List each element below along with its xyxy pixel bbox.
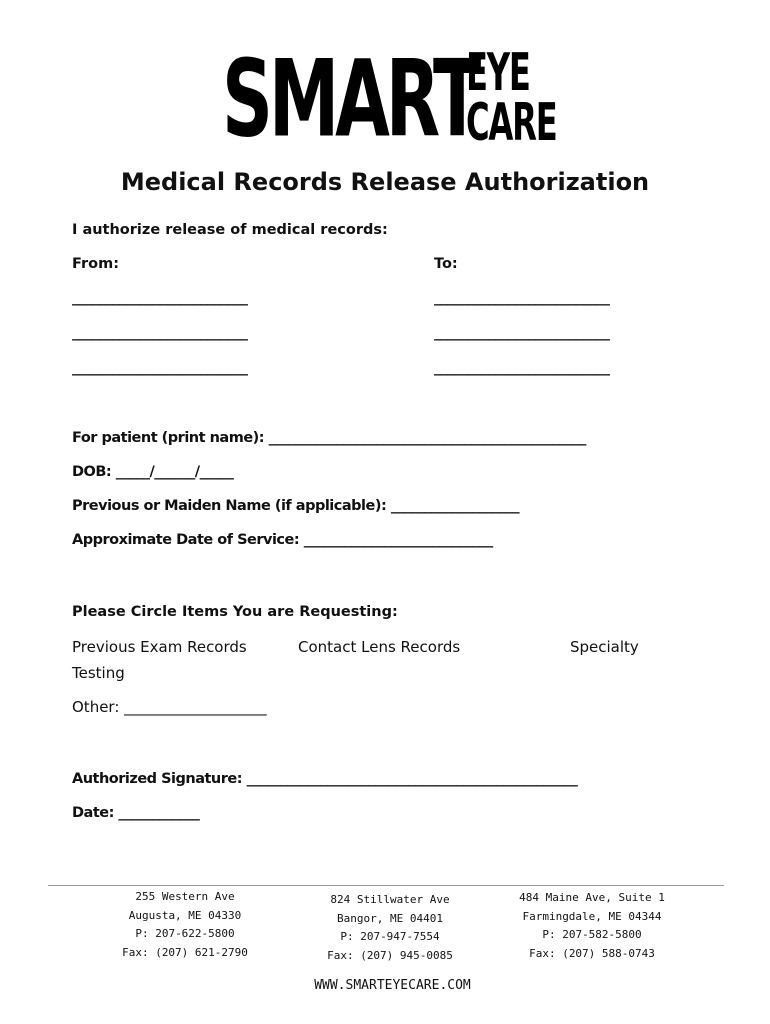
address-fax: Fax: (207) 588-0743 (529, 946, 655, 960)
dob-field[interactable]: DOB: _____/______/_____ (72, 464, 234, 480)
address-phone: P: 207-622-5800 (135, 927, 235, 940)
date-of-service-field[interactable]: Approximate Date of Service: ____________________________ (72, 532, 493, 548)
address-fax: Fax: (207) 621-2790 (122, 945, 248, 959)
item-testing[interactable]: Testing (72, 664, 125, 682)
address-fax: Fax: (207) 945-0085 (327, 948, 453, 962)
to-label: To: (434, 256, 458, 272)
item-contact-lens-records[interactable]: Contact Lens Records (298, 638, 461, 656)
signature-field[interactable]: Authorized Signature: _________________________________________________ (72, 771, 578, 787)
from-label: From: (72, 256, 119, 272)
to-line-1[interactable]: __________________________ (434, 290, 610, 306)
logo-care-text: CARE (466, 93, 557, 153)
from-line-1[interactable]: __________________________ (72, 290, 248, 306)
logo-eye-text: EYE (466, 43, 530, 103)
from-line-2[interactable]: __________________________ (72, 325, 248, 341)
document-title: Medical Records Release Authorization (120, 168, 650, 196)
address-street: 484 Maine Ave, Suite 1 (519, 891, 665, 904)
item-previous-exam-records[interactable]: Previous Exam Records (72, 638, 247, 656)
date-field[interactable]: Date: ____________ (72, 805, 200, 821)
address-farmingdale (492, 889, 692, 963)
circle-items-heading: Please Circle Items You are Requesting: (72, 604, 398, 620)
address-street: 824 Stillwater Ave (330, 893, 450, 906)
authorize-label: I authorize release of medical records: (72, 222, 388, 238)
address-street: 255 Western Ave (135, 890, 235, 903)
item-specialty[interactable]: Specialty (570, 638, 639, 656)
address-phone: P: 207-947-7554 (340, 930, 440, 943)
maiden-name-field[interactable]: Previous or Maiden Name (if applicable): ___________________ (72, 498, 520, 514)
address-phone: P: 207-582-5800 (542, 928, 642, 941)
address-city: Farmingdale, ME 04344 (522, 909, 662, 923)
footer-divider (48, 885, 724, 886)
company-logo (222, 36, 557, 162)
website-link[interactable]: WWW.SMARTEYECARE.COM (314, 978, 471, 993)
address-city: Bangor, ME 04401 (337, 911, 443, 925)
logo-main-text: SMART (222, 36, 478, 162)
address-city: Augusta, ME 04330 (128, 908, 242, 922)
to-line-3[interactable]: __________________________ (434, 360, 610, 376)
from-line-3[interactable]: __________________________ (72, 360, 248, 376)
address-augusta (85, 888, 285, 962)
address-bangor (290, 891, 490, 965)
to-line-2[interactable]: __________________________ (434, 325, 610, 341)
patient-name-field[interactable]: For patient (print name): _______________________________________________ (72, 430, 586, 446)
other-field[interactable]: Other: ___________________ (72, 698, 267, 716)
